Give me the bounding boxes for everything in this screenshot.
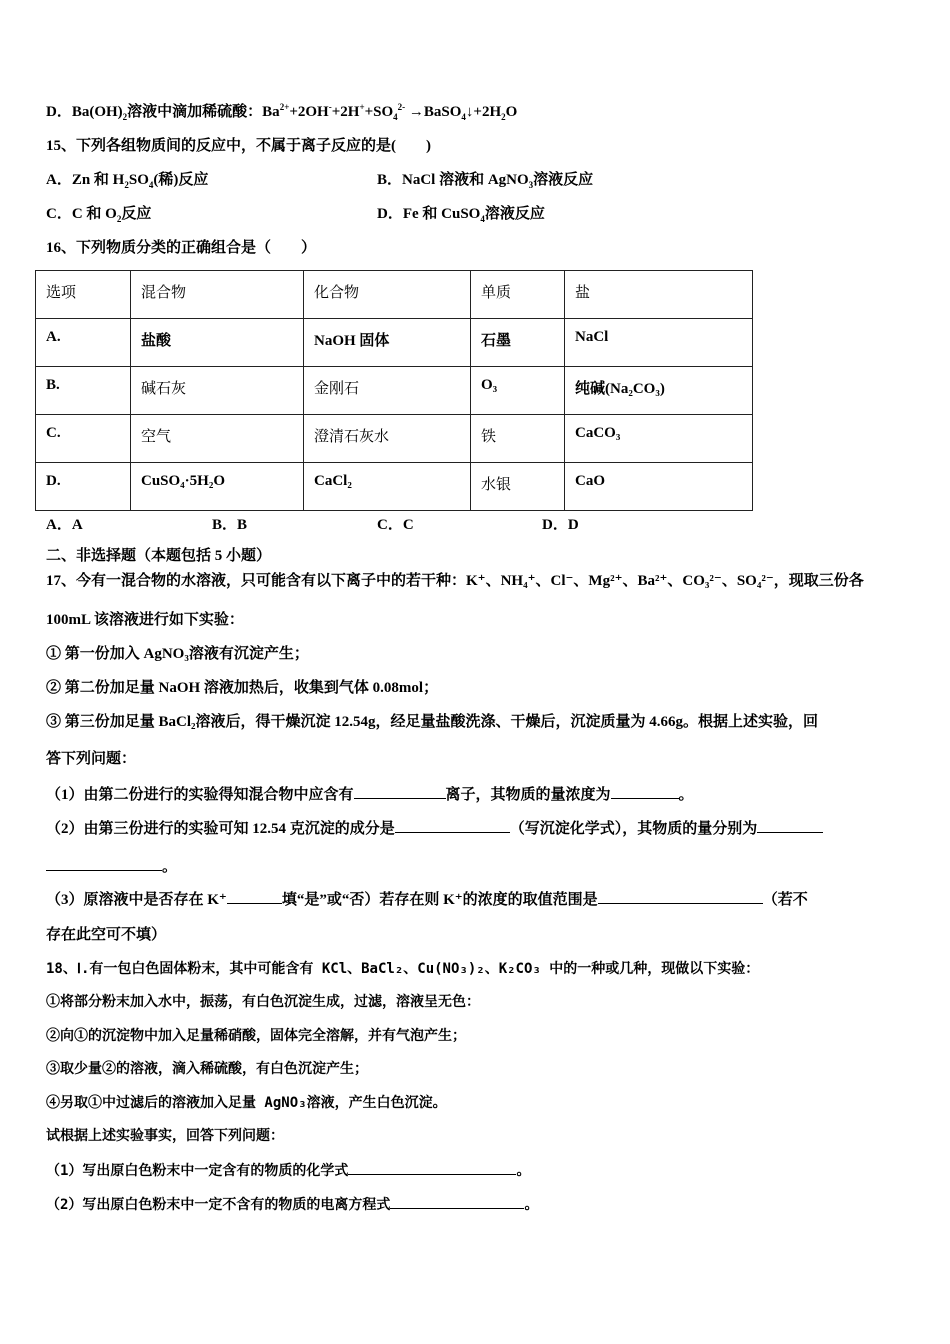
sub: 4 xyxy=(480,214,485,224)
table-cell: CaCl₂ xyxy=(304,463,471,511)
q17-exp1: ① 第一份加入 AgNO₃溶液有沉淀产生； xyxy=(46,646,309,662)
q17-sub3-text: （若不 xyxy=(762,892,808,908)
opt-tail: (稀)反应 xyxy=(153,172,209,188)
q18-prompt: 试根据上述实验事实，回答下列问题： xyxy=(46,1128,284,1144)
q14-d-prefix: D．Ba(OH) xyxy=(46,104,123,120)
q17-sub1-end: 。 xyxy=(678,787,694,803)
section-title: 二、非选择题（本题包括 5 小题） xyxy=(46,548,272,564)
eq-part: +2H xyxy=(331,104,360,120)
table-cell: B. xyxy=(36,367,131,415)
eq-part: +2OH xyxy=(289,104,329,120)
table-cell: 碱石灰 xyxy=(131,367,304,415)
table-cell: A. xyxy=(36,319,131,367)
sup: 2+ xyxy=(279,102,290,112)
q17-exp3-line2: 答下列问题： xyxy=(46,751,137,767)
q15-option-a xyxy=(46,170,208,190)
table-cell: NaCl xyxy=(565,319,753,367)
q17-sub3 xyxy=(46,888,808,910)
q18-step-1: ①将部分粉末加入水中，振荡，有白色沉淀生成，过滤，溶液呈无色： xyxy=(46,994,480,1010)
answer-blank[interactable] xyxy=(611,783,679,799)
table-cell: O₃ xyxy=(471,367,565,415)
table-header-cell: 选项 xyxy=(36,271,131,319)
q17-sub1-text: 离子，其物质的量浓度为 xyxy=(445,787,611,803)
q15-option-c xyxy=(46,204,151,224)
q15-stem-text: 15、下列各组物质间的反应中，不属于离子反应的是( ) xyxy=(46,138,431,154)
table-cell: 澄清石灰水 xyxy=(304,415,471,463)
table-header-cell: 混合物 xyxy=(131,271,304,319)
q17-exp2: ② 第二份加足量 NaOH 溶液加热后，收集到气体 0.08mol； xyxy=(46,680,439,696)
sub: 2 xyxy=(501,112,506,122)
answer-blank[interactable] xyxy=(348,1159,516,1175)
answer-blank[interactable] xyxy=(390,1193,524,1209)
sup: 2- xyxy=(397,102,406,112)
opt-label: A．Zn 和 H xyxy=(46,172,125,188)
q17-sub3-text: （3）原溶液中是否存在 K⁺ xyxy=(46,892,227,908)
answer-blank[interactable] xyxy=(46,855,162,871)
q17-stem xyxy=(46,571,864,591)
opt-tail: 溶液反应 xyxy=(484,206,545,222)
opt-label: C．C 和 O xyxy=(46,206,117,222)
q16-answer-d: D．D xyxy=(542,517,579,533)
q15-option-d xyxy=(377,204,545,224)
q18-step-4: ④另取①中过滤后的溶液加入足量 AgNO₃溶液，产生白色沉淀。 xyxy=(46,1095,447,1111)
table-cell: 纯碱(Na₂CO₃) xyxy=(565,367,753,415)
table-row xyxy=(36,367,753,415)
q17-stem-line2: 100mL 该溶液进行如下实验： xyxy=(46,612,244,628)
q17-sub1 xyxy=(46,783,694,805)
opt-tail: 反应 xyxy=(121,206,152,222)
sub: 4 xyxy=(461,112,466,122)
sub: 3 xyxy=(528,180,534,190)
q17-sub3-line2: 存在此空可不填） xyxy=(46,927,167,943)
answer-blank[interactable] xyxy=(757,817,823,833)
eq-part: ↓+2H xyxy=(465,104,502,120)
q17-sub1-text: （1）由第二份进行的实验得知混合物中应含有 xyxy=(46,787,354,803)
q15-stem xyxy=(46,136,431,156)
q15-option-b xyxy=(377,170,593,190)
sub: 2 xyxy=(124,180,129,190)
answer-blank[interactable] xyxy=(354,783,446,799)
table-cell: 空气 xyxy=(131,415,304,463)
table-header-row xyxy=(36,271,753,319)
q16-answer-a: A．A xyxy=(46,517,83,533)
opt-mid: SO xyxy=(128,172,149,188)
q18-step-2: ②向①的沉淀物中加入足量稀硝酸，固体完全溶解，并有气泡产生； xyxy=(46,1028,466,1044)
q18-sub2 xyxy=(46,1193,538,1215)
q17-sub3-text: 填“是”或“否）若存在则 K⁺的浓度的取值范围是 xyxy=(281,892,598,908)
q17-stem-tail: ，现取三份各 xyxy=(773,573,864,589)
opt-label: D．Fe 和 CuSO xyxy=(377,206,481,222)
sub: 4 xyxy=(393,112,398,122)
opt-label: B．NaCl 溶液和 AgNO xyxy=(377,172,529,188)
q18-sub2-end: 。 xyxy=(524,1197,539,1213)
table-cell: CaCO₃ xyxy=(565,415,753,463)
classification-table xyxy=(35,270,753,511)
table-header-cell: 单质 xyxy=(471,271,565,319)
eq-part: +SO xyxy=(364,104,394,120)
eq-part: O xyxy=(505,104,518,120)
answer-blank[interactable] xyxy=(395,817,510,833)
table-header-cell: 化合物 xyxy=(304,271,471,319)
table-cell: 铁 xyxy=(471,415,565,463)
q17-exp3-line1: ③ 第三份加足量 BaCl₂溶液后，得干燥沉淀 12.54g，经足量盐酸洗涤、干燥后，沉淀质量为 4.66g。根据上述实验，回 xyxy=(46,714,819,730)
table-cell: CuSO₄·5H₂O xyxy=(131,463,304,511)
q17-sub2-cont xyxy=(46,855,177,877)
q14-option-d xyxy=(46,102,517,122)
q18-sub2-text: （2）写出原白色粉末中一定不含有的物质的电离方程式 xyxy=(46,1197,391,1213)
sub: 2 xyxy=(116,214,122,224)
q16-stem xyxy=(46,238,316,258)
table-cell: 金刚石 xyxy=(304,367,471,415)
q18-stem: 18、Ⅰ.有一包白色固体粉末，其中可能含有 KCl、BaCl₂、Cu(NO₃)₂、K₂CO₃ 中的一种或几种，现做以下实验： xyxy=(46,961,760,977)
sub: 4 xyxy=(148,180,154,190)
table-cell: 水银 xyxy=(471,463,565,511)
opt-tail: 溶液反应 xyxy=(533,172,594,188)
table-cell: C. xyxy=(36,415,131,463)
table-cell: 石墨 xyxy=(471,319,565,367)
answer-blank[interactable] xyxy=(598,888,763,904)
table-header-cell: 盐 xyxy=(565,271,753,319)
q18-sub1 xyxy=(46,1159,530,1181)
table-cell: CaO xyxy=(565,463,753,511)
table-cell: D. xyxy=(36,463,131,511)
sub: 2 xyxy=(122,112,128,122)
table-row xyxy=(36,463,753,511)
q17-sub2-text: （写沉淀化学式），其物质的量分别为 xyxy=(509,821,758,837)
q17-sub2-end: 。 xyxy=(162,859,178,875)
q17-sub2 xyxy=(46,817,823,839)
q18-step-3: ③取少量②的溶液，滴入稀硫酸，有白色沉淀产生； xyxy=(46,1061,368,1077)
table-row xyxy=(36,415,753,463)
q16-stem-text: 16、下列物质分类的正确组合是（ ） xyxy=(46,240,317,256)
table-row xyxy=(36,319,753,367)
q17-sub2-text: （2）由第三份进行的实验可知 12.54 克沉淀的成分是 xyxy=(46,821,395,837)
table-cell: 盐酸 xyxy=(131,319,304,367)
sup: + xyxy=(359,102,365,112)
q16-answer-c: C．C xyxy=(377,517,414,533)
table-cell: NaOH 固体 xyxy=(304,319,471,367)
q16-answer-b: B．B xyxy=(212,517,248,533)
answer-blank[interactable] xyxy=(227,888,282,904)
q17-stem-lead: 17、今有一混合物的水溶液，只可能含有以下离子中的若干种： xyxy=(46,573,467,589)
eq-part: →BaSO xyxy=(405,104,462,120)
sup: - xyxy=(328,102,332,112)
q14-d-text: 溶液中滴加稀硫酸：Ba xyxy=(127,104,280,120)
q17-ions: K⁺、NH₄⁺、Cl⁻、Mg²⁺、Ba²⁺、CO₃²⁻、SO₄²⁻ xyxy=(466,573,774,589)
q18-sub1-text: （1）写出原白色粉末中一定含有的物质的化学式 xyxy=(46,1163,349,1179)
q18-sub1-end: 。 xyxy=(516,1163,531,1179)
